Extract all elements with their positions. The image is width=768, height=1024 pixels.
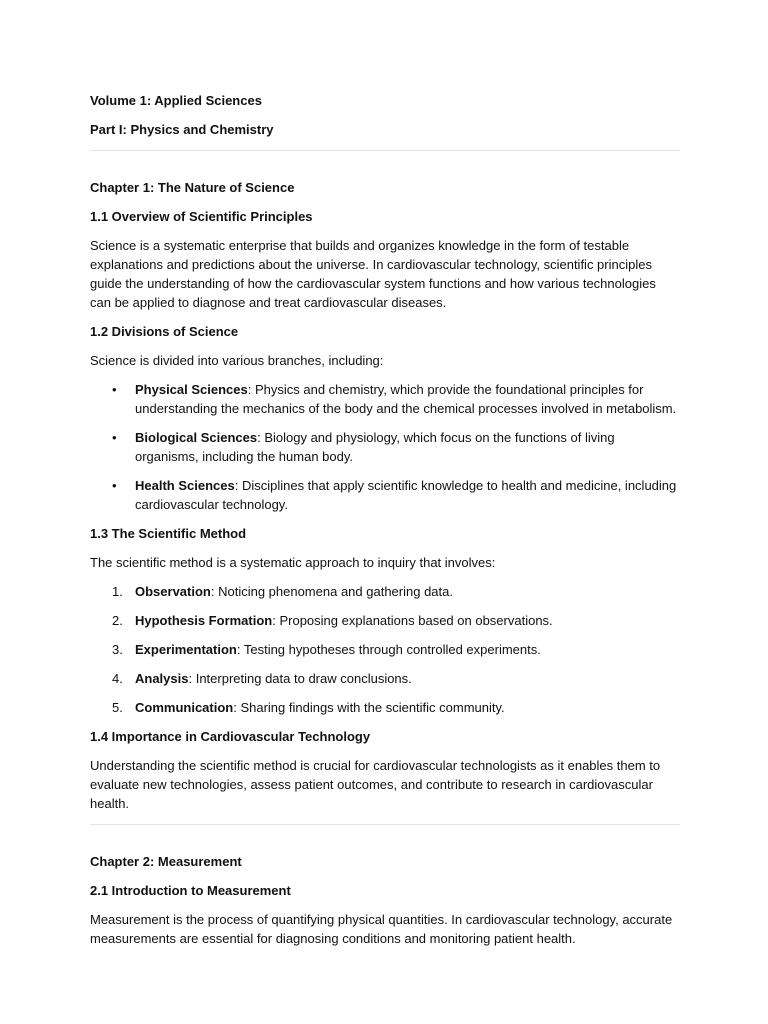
section-divider bbox=[90, 150, 680, 151]
list-item-text: : Physics and chemistry, which provide the foundational principles for understanding the mechanics of the body and the chemical processes involved in metabolism. bbox=[135, 382, 677, 416]
divisions-list bbox=[90, 380, 680, 514]
list-item bbox=[90, 582, 680, 601]
list-item bbox=[90, 640, 680, 659]
chapter-1-title: Chapter 1: The Nature of Science bbox=[90, 180, 295, 195]
list-item-text: : Disciplines that apply scientific knowledge to health and medicine, including cardiovascular technology. bbox=[135, 478, 677, 512]
step-term: Hypothesis Formation bbox=[135, 613, 273, 628]
section-1-1-body: Science is a systematic enterprise that builds and organizes knowledge in the form of testable explanations and predictions about the universe. In cardiovascular technology, scientific principles guide the understanding of how the cardiovascular system functions and how various technologies can be applied to diagnose and treat cardiovascular diseases. bbox=[90, 238, 656, 310]
step-term: Analysis bbox=[135, 671, 189, 686]
volume-title: Volume 1: Applied Sciences bbox=[90, 93, 262, 108]
step-text: : Testing hypotheses through controlled experiments. bbox=[236, 642, 541, 657]
step-text: : Proposing explanations based on observations. bbox=[272, 613, 553, 628]
section-1-1-heading: 1.1 Overview of Scientific Principles bbox=[90, 209, 313, 224]
step-term: Experimentation bbox=[135, 642, 237, 657]
bullet-icon: • bbox=[112, 430, 117, 445]
step-number: 4. bbox=[112, 671, 123, 686]
section-2-1-body: Measurement is the process of quantifying physical quantities. In cardiovascular technology, accurate measurements are essential for diagnosing conditions and monitoring patient health. bbox=[90, 912, 673, 946]
scientific-method-steps bbox=[90, 582, 680, 717]
list-item-term: Biological Sciences bbox=[135, 430, 258, 445]
step-term: Communication bbox=[135, 700, 234, 715]
list-item-text: : Biology and physiology, which focus on the functions of living organisms, including the human body. bbox=[135, 430, 615, 464]
list-item bbox=[90, 611, 680, 630]
list-item bbox=[90, 428, 680, 466]
step-number: 2. bbox=[112, 613, 123, 628]
section-1-3-heading: 1.3 The Scientific Method bbox=[90, 526, 247, 541]
list-item bbox=[90, 669, 680, 688]
list-item-term: Health Sciences bbox=[135, 478, 235, 493]
step-text: : Sharing findings with the scientific community. bbox=[233, 700, 505, 715]
chapter-2-title: Chapter 2: Measurement bbox=[90, 854, 242, 869]
section-1-4-heading: 1.4 Importance in Cardiovascular Technology bbox=[90, 729, 371, 744]
step-text: : Noticing phenomena and gathering data. bbox=[210, 584, 453, 599]
list-item bbox=[90, 698, 680, 717]
section-1-4-body: Understanding the scientific method is crucial for cardiovascular technologists as it enables them to evaluate new technologies, assess patient outcomes, and contribute to research in cardiovascular health. bbox=[90, 758, 661, 811]
section-1-3-intro: The scientific method is a systematic approach to inquiry that involves: bbox=[90, 555, 496, 570]
step-number: 5. bbox=[112, 700, 123, 715]
section-divider bbox=[90, 824, 680, 825]
step-number: 3. bbox=[112, 642, 123, 657]
list-item bbox=[90, 476, 680, 514]
section-1-2-intro: Science is divided into various branches, including: bbox=[90, 353, 384, 368]
document-content bbox=[90, 91, 680, 948]
section-2-1-heading: 2.1 Introduction to Measurement bbox=[90, 883, 291, 898]
list-item bbox=[90, 380, 680, 418]
step-text: : Interpreting data to draw conclusions. bbox=[188, 671, 412, 686]
bullet-icon: • bbox=[112, 478, 117, 493]
step-term: Observation bbox=[135, 584, 211, 599]
step-number: 1. bbox=[112, 584, 123, 599]
bullet-icon: • bbox=[112, 382, 117, 397]
part-title: Part I: Physics and Chemistry bbox=[90, 122, 274, 137]
list-item-term: Physical Sciences bbox=[135, 382, 248, 397]
section-1-2-heading: 1.2 Divisions of Science bbox=[90, 324, 239, 339]
